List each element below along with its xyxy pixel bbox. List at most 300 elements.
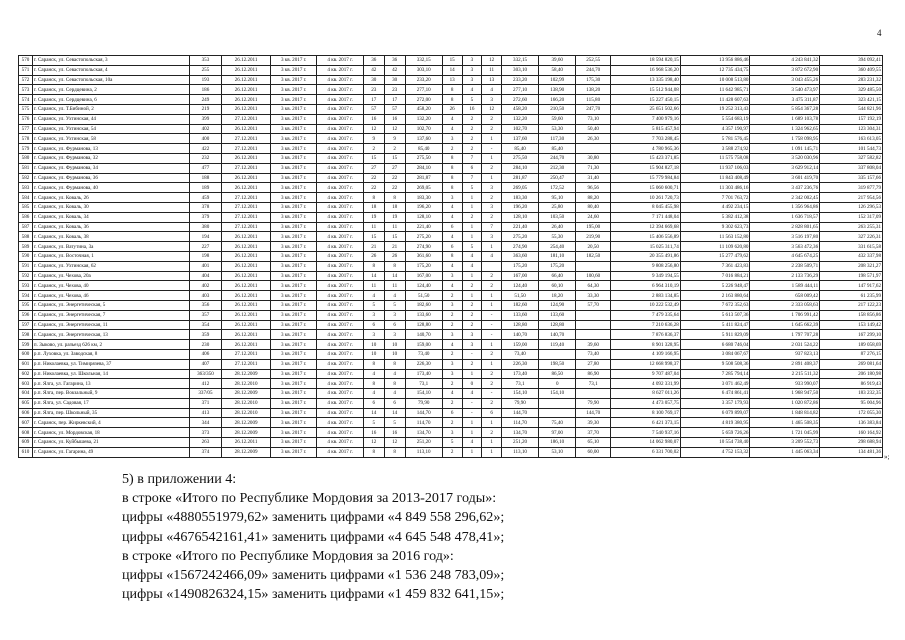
table-cell: 4 780 965,36 [611, 144, 681, 154]
table-cell: 15 060 600,71 [611, 183, 681, 193]
table-cell: 5 554 683,19 [680, 114, 750, 124]
table-cell: 8 [363, 261, 384, 271]
table-cell: 26.12.2011 [222, 85, 271, 95]
table-cell: 3 084 067,67 [680, 349, 750, 359]
table-cell: 3 кв. 2017 г. [270, 56, 316, 66]
table-cell: 403 [189, 291, 222, 301]
table-cell: 404 [189, 271, 222, 281]
table-cell: 1 689 103,78 [750, 114, 820, 124]
table-cell: 183 232,35 [820, 389, 883, 399]
table-cell: 3 629 912,14 [750, 163, 820, 173]
table-cell: 2 [482, 271, 502, 281]
table-cell: 458,20 [501, 104, 538, 114]
table-row [19, 65, 883, 75]
table-cell: 26 [384, 251, 405, 261]
table-cell [576, 330, 611, 340]
table-cell: 6 [363, 320, 384, 330]
amendment-line: в строке «Итого по Республике Мордовия за 2016 год»: [122, 547, 454, 564]
table-cell: 4 [442, 281, 462, 291]
table-row [19, 291, 883, 301]
table-cell: 2 133 736,29 [750, 271, 820, 281]
table-cell: 12 735 434,75 [680, 65, 750, 75]
table-cell: 1 [482, 447, 502, 457]
table-cell: 3 кв. 2017 г. [270, 163, 316, 173]
table-cell: 137,60 [501, 134, 538, 144]
table-cell: 8 [363, 379, 384, 389]
table-cell: 88,20 [576, 193, 611, 203]
table-cell: 4 [442, 212, 462, 222]
table-cell: 3 кв. 2017 г. [270, 104, 316, 114]
table-cell: 11 843 408,49 [680, 173, 750, 183]
table-cell: 4 кв. 2017 г. [317, 173, 363, 183]
table-cell: 1 [462, 447, 482, 457]
table-cell: 1 020 872,86 [750, 398, 820, 408]
table-cell: 3 [482, 95, 502, 105]
table-cell: 1 589 444,11 [750, 281, 820, 291]
table-cell: 158 856,86 [820, 310, 883, 320]
address-cell: г. Саранск, ул. Коваль, 30 [32, 202, 189, 212]
table-cell: 8 [442, 95, 462, 105]
table-cell: 8 [442, 183, 462, 193]
table-cell: 3 кв. 2017 г. [270, 330, 316, 340]
address-cell: г. Саранск, ул. Севастопольская, 10а [32, 75, 189, 85]
table-cell: 5 [462, 242, 482, 252]
row-number-cell: 587 [19, 222, 33, 232]
table-row [19, 428, 883, 438]
table-cell: 217 122,23 [820, 300, 883, 310]
table-cell: 4 кв. 2017 г. [317, 291, 363, 301]
table-cell: 658 009,42 [750, 291, 820, 301]
table-cell: 3 кв. 2017 г. [270, 428, 316, 438]
table-cell: 4 кв. 2017 г. [317, 330, 363, 340]
table-cell: 3 кв. 2017 г. [270, 320, 316, 330]
address-cell: г. Саранск, ул. Коваль, 34 [32, 212, 189, 222]
table-cell: 8 [363, 359, 384, 369]
table-cell: 5 659 726,26 [680, 428, 750, 438]
table-cell: 4 кв. 2017 г. [317, 124, 363, 134]
table-cell: 2 [442, 447, 462, 457]
table-cell: 3 кв. 2017 г. [270, 153, 316, 163]
table-cell: 17 [384, 95, 405, 105]
table-cell: 2 215 511,32 [750, 369, 820, 379]
table-cell: 167,00 [501, 271, 538, 281]
table-cell: 244,70 [576, 65, 611, 75]
table-cell [576, 389, 611, 399]
table-cell: 374 [189, 447, 222, 457]
table-cell: 55,30 [539, 232, 576, 242]
table-cell: 7 400 979,16 [611, 114, 681, 124]
table-cell: 1 758 098,95 [750, 134, 820, 144]
table-cell: 26.12.2011 [222, 271, 271, 281]
table-cell: 30 [363, 75, 384, 85]
table-cell: 101 544,73 [820, 144, 883, 154]
table-cell: 9 707 487,04 [611, 369, 681, 379]
table-cell: 272,60 [501, 95, 538, 105]
row-number-cell: 581 [19, 163, 33, 173]
table-cell [539, 408, 576, 418]
table-cell: 50,40 [576, 124, 611, 134]
table-cell: 1 [482, 153, 502, 163]
row-number-cell: 595 [19, 300, 33, 310]
table-cell: 4 кв. 2017 г. [317, 222, 363, 232]
row-number-cell: 590 [19, 251, 33, 261]
address-cell: г. Саранск, ул. Чехова, 46 [32, 291, 189, 301]
table-cell: 36 [384, 56, 405, 66]
table-cell: 154,10 [405, 389, 442, 399]
table-cell: 4 кв. 2017 г. [317, 56, 363, 66]
table-cell: - [462, 408, 482, 418]
table-cell: 22 [363, 173, 384, 183]
table-cell: 1 721 045,99 [750, 428, 820, 438]
table-cell: 80,40 [576, 202, 611, 212]
table-cell: 15 [442, 56, 462, 66]
table-cell: 281,87 [501, 173, 538, 183]
address-cell: г. Саранск, ул. Ухтинская, 54 [32, 124, 189, 134]
table-cell: 128,80 [405, 320, 442, 330]
table-cell: 15 406 556,89 [611, 232, 681, 242]
table-cell: 3 [482, 202, 502, 212]
table-cell: 4 [482, 85, 502, 95]
table-cell: 28.12.2010 [222, 408, 271, 418]
table-cell: 28.12.2009 [222, 389, 271, 399]
table-cell: 1 324 962,65 [750, 124, 820, 134]
table-cell: 6 331 700,02 [611, 447, 681, 457]
table-cell: 3 кв. 2017 г. [270, 310, 316, 320]
table-row [19, 124, 883, 134]
table-cell: 123 304,31 [820, 124, 883, 134]
table-cell: 373 [189, 428, 222, 438]
table-cell: 14 [384, 408, 405, 418]
table-cell [539, 349, 576, 359]
table-cell: 3 [462, 56, 482, 66]
table-cell: 281,87 [405, 173, 442, 183]
table-cell: 193 [189, 75, 222, 85]
table-cell: 1 [482, 418, 502, 428]
row-number-cell: 599 [19, 340, 33, 350]
table-cell: - [482, 330, 502, 340]
table-cell: 275,20 [405, 232, 442, 242]
table-row [19, 95, 883, 105]
row-number-cell: 597 [19, 320, 33, 330]
table-cell: 2 [482, 379, 502, 389]
table-cell: 5 [363, 418, 384, 428]
table-cell [539, 398, 576, 408]
table-row [19, 261, 883, 271]
table-cell: 26.12.2011 [222, 291, 271, 301]
table-cell: 102,99 [539, 75, 576, 85]
row-number-cell: 574 [19, 95, 33, 105]
table-cell: 166,20 [539, 95, 576, 105]
table-cell: 4 кв. 2017 г. [317, 193, 363, 203]
table-cell: 17 [363, 95, 384, 105]
address-cell: г. Саранск, ул. Фурманова, 36 [32, 173, 189, 183]
table-cell: 26.12.2011 [222, 75, 271, 85]
table-cell: 39,60 [576, 340, 611, 350]
table-cell: 2 [482, 398, 502, 408]
address-cell: г. Саранск, ул. Чехова, 20а [32, 271, 189, 281]
table-cell: 113,10 [405, 447, 442, 457]
table-cell: 140,70 [539, 330, 576, 340]
table-cell: 363/350 [189, 369, 222, 379]
table-cell: 114,70 [405, 418, 442, 428]
table-cell: 26.12.2011 [222, 124, 271, 134]
table-cell: 3 кв. 2017 г. [270, 447, 316, 457]
table-cell: 163 613,05 [820, 134, 883, 144]
table-cell: 332,15 [405, 56, 442, 66]
table-cell: 4 кв. 2017 г. [317, 310, 363, 320]
table-cell: 4 092 331,99 [611, 379, 681, 389]
table-cell: 175,20 [405, 261, 442, 271]
table-cell: 15 [363, 153, 384, 163]
table-cell: 458,20 [405, 104, 442, 114]
table-cell: 3 кв. 2017 г. [270, 418, 316, 428]
address-cell: г. Саранск, пер. Жиркевский, 4 [32, 418, 189, 428]
table-cell: 4 кв. 2017 г. [317, 408, 363, 418]
table-cell: 8 901 328,95 [611, 340, 681, 350]
table-cell: 2 [363, 144, 384, 154]
table-cell: 1 465 508,35 [750, 418, 820, 428]
table-cell: 208 321,27 [820, 261, 883, 271]
table-row [19, 85, 883, 95]
table-cell: 2 891 408,37 [750, 359, 820, 369]
table-cell: 221,40 [501, 222, 538, 232]
table-cell: 60,00 [576, 447, 611, 457]
table-cell: 6 [363, 398, 384, 408]
table-cell: 4 [363, 291, 384, 301]
table-cell: 28.12.2010 [222, 379, 271, 389]
table-cell: 5 382 412,38 [680, 212, 750, 222]
table-cell: 124,90 [539, 300, 576, 310]
table-cell: 27.12.2011 [222, 359, 271, 369]
table-cell: 28.12.2009 [222, 428, 271, 438]
table-cell: 11 109 620,80 [680, 242, 750, 252]
table-cell: 4 кв. 2017 г. [317, 65, 363, 75]
table-cell: 12 [384, 438, 405, 448]
table-cell: 71,30 [576, 163, 611, 173]
table-cell: 459 [189, 193, 222, 203]
table-cell: 1 645 662,39 [750, 320, 820, 330]
page-number: 4 [877, 28, 882, 38]
table-cell [576, 310, 611, 320]
table-cell: 8 [384, 379, 405, 389]
table-cell: 5 [462, 183, 482, 193]
table-cell: 19 [384, 212, 405, 222]
table-cell: 85,40 [405, 144, 442, 154]
table-cell: 422 [189, 144, 222, 154]
table-cell: 244,70 [539, 153, 576, 163]
table-cell: 11 [363, 222, 384, 232]
table-cell: 2 [462, 300, 482, 310]
table-cell: 401 [189, 261, 222, 271]
table-row [19, 212, 883, 222]
table-cell: 12 [384, 124, 405, 134]
table-cell: 2 163 880,64 [680, 291, 750, 301]
table-cell: 4 кв. 2017 г. [317, 349, 363, 359]
table-cell: 26.12.2011 [222, 261, 271, 271]
table-cell: 2 [442, 144, 462, 154]
table-cell: 2 342 002,45 [750, 193, 820, 203]
table-cell: 28.12.2009 [222, 447, 271, 457]
table-cell: 124,40 [405, 281, 442, 291]
table-cell: 2 [482, 114, 502, 124]
table-cell: 14 [363, 408, 384, 418]
table-cell: 57 [363, 104, 384, 114]
table-cell: 182,60 [501, 300, 538, 310]
address-cell: г. Саранск, ул. Ухтинская, 44 [32, 114, 189, 124]
table-cell: 4 кв. 2017 г. [317, 359, 363, 369]
table-cell: 27.12.2011 [222, 114, 271, 124]
table-cell: 6 474 861,41 [680, 389, 750, 399]
table-cell: 33,30 [576, 291, 611, 301]
table-cell: 227 [189, 242, 222, 252]
table-row [19, 389, 883, 399]
table-cell: 26.12.2011 [222, 242, 271, 252]
row-number-cell: 588 [19, 232, 33, 242]
table-cell: 4 кв. 2017 г. [317, 144, 363, 154]
address-cell: п. Зыково, ул. разъезд 626 км, 2 [32, 340, 189, 350]
table-cell: 4 357 190,97 [680, 124, 750, 134]
table-cell: 4 [363, 389, 384, 399]
table-cell: 1 [482, 300, 502, 310]
table-cell: 79,90 [405, 398, 442, 408]
table-cell: 14 [442, 65, 462, 75]
table-cell: 2 [482, 281, 502, 291]
table-cell: 152 317,09 [820, 212, 883, 222]
table-cell: 26.12.2011 [222, 281, 271, 291]
table-cell: 188 [189, 173, 222, 183]
table-cell: 183,30 [405, 193, 442, 203]
table-cell: 3 [442, 193, 462, 203]
table-cell: 230 [189, 340, 222, 350]
table-cell: 2 [482, 124, 502, 134]
table-cell: 175,20 [501, 261, 538, 271]
table-cell: 219 [189, 104, 222, 114]
table-cell: 144,70 [501, 408, 538, 418]
row-number-cell: 589 [19, 242, 33, 252]
address-cell: г. Саранск, ул. Сердцевина, 2 [32, 85, 189, 95]
table-cell: 9 302 623,73 [680, 222, 750, 232]
table-cell: 11 563 152,80 [680, 232, 750, 242]
table-cell: 3 кв. 2017 г. [270, 389, 316, 399]
table-cell: 4 [442, 114, 462, 124]
table-cell: 4 кв. 2017 г. [317, 379, 363, 389]
table-cell: 3 071 462,49 [680, 379, 750, 389]
table-cell: 97,00 [539, 428, 576, 438]
table-cell: 4 кв. 2017 г. [317, 232, 363, 242]
table-cell: 8 [442, 153, 462, 163]
table-cell: 140,70 [405, 330, 442, 340]
table-cell: 3 кв. 2017 г. [270, 85, 316, 95]
table-cell: 132,20 [501, 114, 538, 124]
table-cell: 133,60 [501, 310, 538, 320]
table-cell: 16 [363, 114, 384, 124]
table-cell: 4 [384, 291, 405, 301]
table-cell: 14 [363, 271, 384, 281]
table-cell: 8 [384, 359, 405, 369]
address-cell: г. Саранск, ул. Энергетическая, 5 [32, 300, 189, 310]
table-cell: 12 [482, 104, 502, 114]
table-row [19, 232, 883, 242]
table-cell: 189 058,69 [820, 340, 883, 350]
table-cell: 219,90 [576, 232, 611, 242]
table-cell: 335 157,66 [820, 173, 883, 183]
table-cell: 21 [384, 242, 405, 252]
row-number-cell: 594 [19, 291, 33, 301]
row-number-cell: 571 [19, 65, 33, 75]
table-cell: 3 кв. 2017 г. [270, 95, 316, 105]
table-cell: 3 [462, 340, 482, 350]
table-cell: 26.12.2011 [222, 320, 271, 330]
table-cell: 3 601 419,70 [750, 173, 820, 183]
table-cell: 7 361 423,83 [680, 261, 750, 271]
table-cell: 1 797 707,28 [750, 330, 820, 340]
table-cell: 371 [189, 398, 222, 408]
table-cell: 3 [384, 310, 405, 320]
table-cell: 298 688,94 [820, 438, 883, 448]
table-cell: 319 877,79 [820, 183, 883, 193]
table-cell: 327 226,31 [820, 232, 883, 242]
table-cell: 175,20 [539, 261, 576, 271]
table-cell: 406 [189, 349, 222, 359]
table-cell: 4 [442, 389, 462, 399]
table-cell: 4 [462, 261, 482, 271]
table-cell: 1 [482, 173, 502, 183]
table-cell: 4 [462, 389, 482, 399]
table-cell: 73,1 [576, 379, 611, 389]
table-cell: 2 [482, 193, 502, 203]
table-cell: 1 [462, 418, 482, 428]
table-cell: 10 554 738,40 [680, 438, 750, 448]
table-cell: 134,70 [405, 428, 442, 438]
table-cell: 3 [482, 183, 502, 193]
address-cell: р.п. Ялга, пер. Школьный, 35 [32, 408, 189, 418]
table-row [19, 359, 883, 369]
table-cell: 3 357 179,93 [680, 398, 750, 408]
row-number-cell: 583 [19, 183, 33, 193]
table-cell: 86 919,43 [820, 379, 883, 389]
table-cell: 3 [462, 330, 482, 340]
table-cell: 3 кв. 2017 г. [270, 379, 316, 389]
table-cell: 0 [462, 379, 482, 389]
table-cell: 1 [482, 242, 502, 252]
table-cell: 4 кв. 2017 г. [317, 438, 363, 448]
address-cell: р.п. Ялга, пер. Вокзальный, 9 [32, 389, 189, 399]
table-cell: 113,10 [501, 447, 538, 457]
table-cell: 2 [462, 124, 482, 134]
table-cell: 3 520 030,96 [750, 153, 820, 163]
table-cell: 128,80 [539, 320, 576, 330]
table-cell: 3 кв. 2017 г. [270, 291, 316, 301]
table-cell: 5 [384, 418, 405, 428]
table-cell: 4 [442, 232, 462, 242]
table-cell: 432 337,98 [820, 251, 883, 261]
table-cell: 400 [189, 134, 222, 144]
table-cell: 3 кв. 2017 г. [270, 222, 316, 232]
table-cell: 15 025 311,74 [611, 242, 681, 252]
table-cell: 4 кв. 2017 г. [317, 418, 363, 428]
table-cell: 275,50 [501, 153, 538, 163]
table-cell: 27,80 [576, 359, 611, 369]
table-cell: 23 [363, 85, 384, 95]
table-cell: 15 [384, 153, 405, 163]
table-cell: 2 [462, 134, 482, 144]
table-cell: 7 210 636,28 [611, 320, 681, 330]
table-cell: 57 [384, 104, 405, 114]
table-cell: 102,70 [501, 124, 538, 134]
table-cell: 251,20 [405, 438, 442, 448]
row-number-cell: 607 [19, 418, 33, 428]
table-cell: 26.12.2011 [222, 56, 271, 66]
